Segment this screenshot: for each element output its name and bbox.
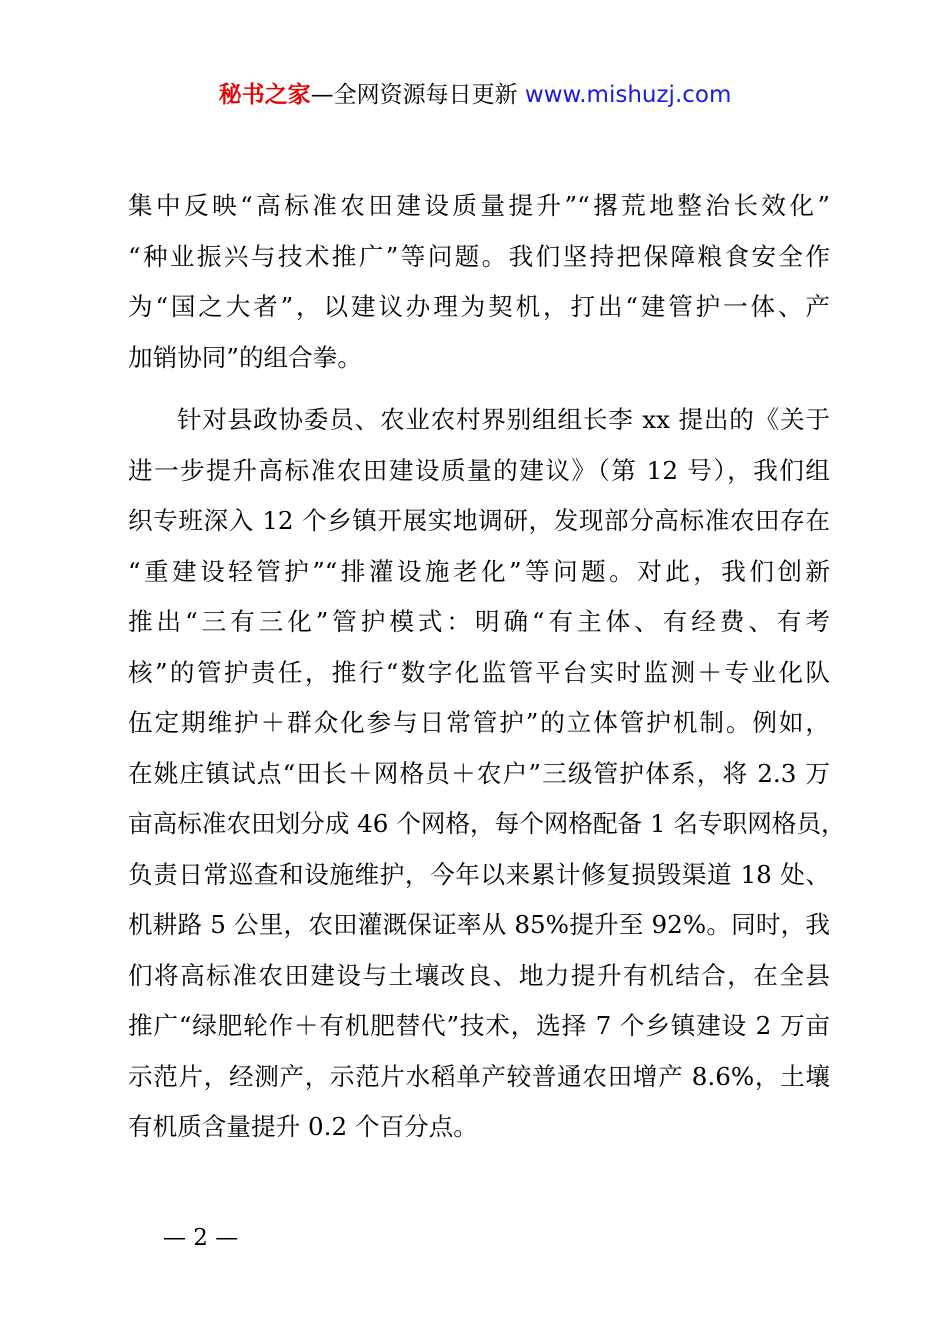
paragraph-2 [128, 395, 846, 1153]
text-line: 推广“绿肥轮作＋有机肥替代”技术，选择 7 个乡镇建设 2 万亩 [128, 1011, 830, 1040]
text-line: 负责日常巡查和设施维护，今年以来累计修复损毁渠道 18 处、 [128, 859, 830, 889]
header-tagline: —全网资源每日更新 [310, 82, 525, 108]
text-line: 示范片，经测产，示范片水稻单产较普通农田增产 8.6%，土壤 [128, 1061, 830, 1091]
text-line: 推出“三有三化”管护模式：明确“有主体、有经费、有考 [128, 607, 830, 636]
text-line: 针对县政协委员、农业农村界别组组长李 xx 提出的《关于 [177, 405, 830, 434]
text-line: “种业振兴与技术推广”等问题。我们坚持把保障粮食安全作 [128, 241, 830, 271]
text-line: 机耕路 5 公里，农田灌溉保证率从 85%提升至 92%。同时，我 [128, 910, 830, 939]
text-line: 为“国之大者”，以建议办理为契机，打出“建管护一体、产 [128, 292, 830, 321]
paragraph-1 [128, 181, 830, 383]
brand-name: 秘书之家 [218, 82, 311, 108]
text-line: 核”的管护责任，推行“数字化监管平台实时监测＋专业化队 [128, 657, 830, 687]
text-line: 们将高标准农田建设与土壤改良、地力提升有机结合，在全县 [128, 960, 830, 990]
site-header [0, 78, 950, 112]
text-line: 亩高标准农田划分成 46 个网格，每个网格配备 1 名专职网格员， [128, 809, 846, 838]
text-line: “重建设轻管护”“排灌设施老化”等问题。对此，我们创新 [128, 556, 830, 586]
text-line: 集中反映“高标准农田建设质量提升”“撂荒地整治长效化” [128, 191, 830, 220]
paragraph-gap [128, 383, 830, 395]
site-url-link[interactable]: www.mishuzj.com [524, 82, 732, 108]
text-line: 伍定期维护＋群众化参与日常管护”的立体管护机制。例如， [128, 708, 830, 737]
document-body [128, 181, 846, 1153]
text-line: 有机质含量提升 0.2 个百分点。 [128, 1112, 478, 1141]
text-line: 加销协同”的组合拳。 [128, 342, 362, 372]
text-line: 在姚庄镇试点“田长＋网格员＋农户”三级管护体系，将 2.3 万 [128, 758, 830, 788]
text-line: 织专班深入 12 个乡镇开展实地调研，发现部分高标准农田存在 [128, 506, 830, 535]
text-line: 进一步提升高标准农田建设质量的建议》（第 12 号），我们组 [128, 455, 830, 485]
page-number: — 2 — [163, 1225, 239, 1251]
